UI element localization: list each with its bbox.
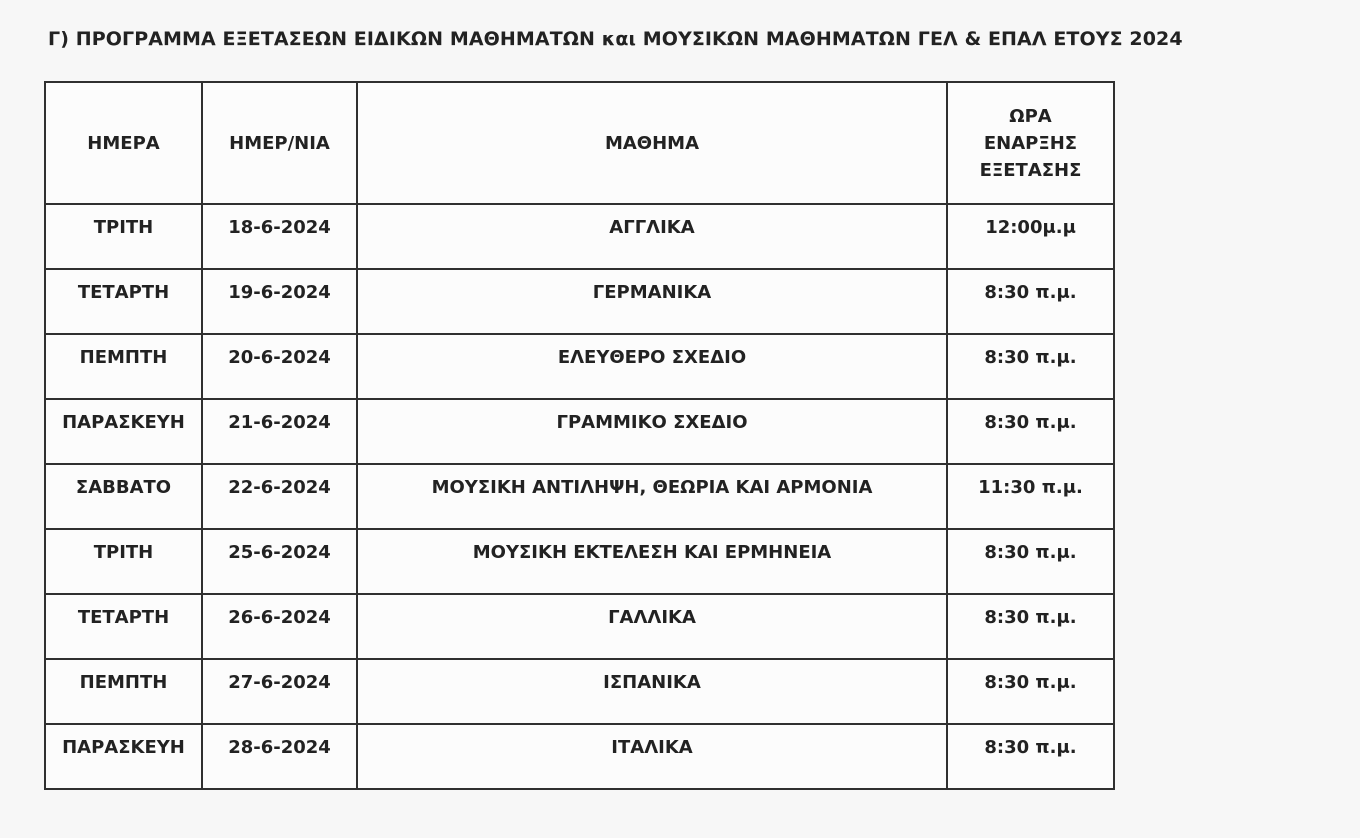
table-row — [45, 464, 1114, 529]
table-body — [45, 204, 1114, 789]
cell-subject: ΑΓΓΛΙΚΑ — [357, 204, 947, 269]
cell-subject: ΜΟΥΣΙΚΗ ΑΝΤΙΛΗΨΗ, ΘΕΩΡΙΑ ΚΑΙ ΑΡΜΟΝΙΑ — [357, 464, 947, 529]
cell-subject: ΙΣΠΑΝΙΚΑ — [357, 659, 947, 724]
cell-date: 18-6-2024 — [202, 204, 357, 269]
cell-day: ΤΡΙΤΗ — [45, 204, 202, 269]
header-start-time-line1: ΩΡΑ — [1009, 105, 1052, 127]
cell-start-time: 8:30 π.μ. — [947, 594, 1114, 659]
cell-start-time: 8:30 π.μ. — [947, 399, 1114, 464]
cell-day: ΠΕΜΠΤΗ — [45, 334, 202, 399]
cell-day: ΠΑΡΑΣΚΕΥΗ — [45, 724, 202, 789]
cell-start-time: 12:00μ.μ — [947, 204, 1114, 269]
cell-subject: ΙΤΑΛΙΚΑ — [357, 724, 947, 789]
cell-date: 20-6-2024 — [202, 334, 357, 399]
cell-day: ΤΕΤΑΡΤΗ — [45, 269, 202, 334]
page-title: Γ) ΠΡΟΓΡΑΜΜΑ ΕΞΕΤΑΣΕΩΝ ΕΙΔΙΚΩΝ ΜΑΘΗΜΑΤΩΝ και ΜΟΥΣΙΚΩΝ ΜΑΘΗΜΑΤΩΝ ΓΕΛ & ΕΠΑΛ ΕΤΟΥΣ 2024 — [48, 28, 1183, 50]
table-row — [45, 594, 1114, 659]
cell-start-time: 11:30 π.μ. — [947, 464, 1114, 529]
cell-date: 22-6-2024 — [202, 464, 357, 529]
cell-day: ΤΡΙΤΗ — [45, 529, 202, 594]
table-row — [45, 399, 1114, 464]
cell-start-time: 8:30 π.μ. — [947, 269, 1114, 334]
cell-date: 25-6-2024 — [202, 529, 357, 594]
table-header-row — [45, 82, 1114, 204]
exam-schedule-table — [44, 81, 1115, 790]
header-start-time-line2: ΕΝΑΡΞΗΣ — [983, 132, 1078, 154]
cell-start-time: 8:30 π.μ. — [947, 334, 1114, 399]
cell-subject: ΕΛΕΥΘΕΡΟ ΣΧΕΔΙΟ — [357, 334, 947, 399]
cell-date: 28-6-2024 — [202, 724, 357, 789]
cell-date: 19-6-2024 — [202, 269, 357, 334]
cell-date: 26-6-2024 — [202, 594, 357, 659]
cell-subject: ΓΕΡΜΑΝΙΚΑ — [357, 269, 947, 334]
cell-start-time: 8:30 π.μ. — [947, 529, 1114, 594]
table-row — [45, 334, 1114, 399]
table-row — [45, 659, 1114, 724]
cell-day: ΤΕΤΑΡΤΗ — [45, 594, 202, 659]
cell-day: ΠΑΡΑΣΚΕΥΗ — [45, 399, 202, 464]
cell-start-time: 8:30 π.μ. — [947, 659, 1114, 724]
cell-subject: ΓΑΛΛΙΚΑ — [357, 594, 947, 659]
table-row — [45, 529, 1114, 594]
cell-start-time: 8:30 π.μ. — [947, 724, 1114, 789]
cell-day: ΣΑΒΒΑΤΟ — [45, 464, 202, 529]
cell-subject: ΜΟΥΣΙΚΗ ΕΚΤΕΛΕΣΗ ΚΑΙ ΕΡΜΗΝΕΙΑ — [357, 529, 947, 594]
cell-date: 21-6-2024 — [202, 399, 357, 464]
header-start-time-line3: ΕΞΕΤΑΣΗΣ — [979, 159, 1082, 181]
table-row — [45, 269, 1114, 334]
cell-day: ΠΕΜΠΤΗ — [45, 659, 202, 724]
header-subject: ΜΑΘΗΜΑ — [357, 82, 947, 204]
header-day: ΗΜΕΡΑ — [45, 82, 202, 204]
table-row — [45, 724, 1114, 789]
table-row — [45, 204, 1114, 269]
header-start-time — [947, 82, 1114, 204]
header-date: ΗΜΕΡ/ΝΙΑ — [202, 82, 357, 204]
cell-subject: ΓΡΑΜΜΙΚΟ ΣΧΕΔΙΟ — [357, 399, 947, 464]
cell-date: 27-6-2024 — [202, 659, 357, 724]
